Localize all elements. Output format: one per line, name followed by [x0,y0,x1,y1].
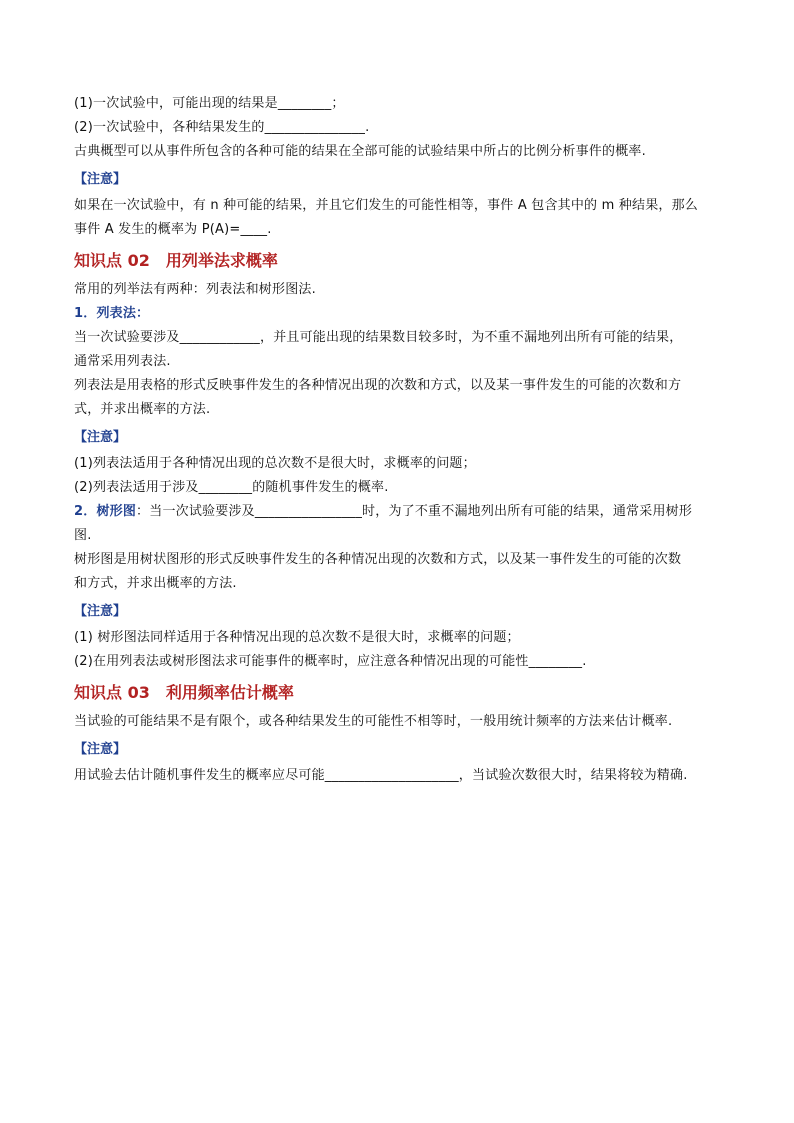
note-label-2: 【注意】 [74,430,127,445]
line-2: (2)一次试验中，各种结果发生的_______________. [74,120,370,135]
subheading-tree-diagram: 2．树形图 [74,504,137,519]
note-label-1: 【注意】 [74,172,127,187]
line-6: 常用的列举法有两种：列表法和树形图法. [74,282,316,297]
document-page [74,92,724,788]
line-1: (1)一次试验中，可能出现的结果是________； [74,96,345,111]
line-5: 事件 A 发生的概率为 P(A)=____. [74,222,272,237]
line-9: 列表法是用表格的形式反映事件发生的各种情况出现的次数和方式，以及某一事件发生的可能的次数和方 [74,378,682,393]
line-3: 古典概型可以从事件所包含的各种可能的结果在全部可能的试验结果中所占的比例分析事件的概率. [74,144,646,159]
line-10: 式，并求出概率的方法. [74,402,211,417]
line-11: (1)列表法适用于各种情况出现的总次数不是很大时，求概率的问题； [74,456,476,471]
line-13 [74,500,724,524]
section-heading-02: 知识点 02 用列举法求概率 [74,251,278,270]
line-20: 用试验去估计随机事件发生的概率应尽可能____________________，当试验次数很大时，结果将较为精确. [74,768,688,783]
line-7: 当一次试验要涉及____________，并且可能出现的结果数目较多时，为不重不漏地列出所有可能的结果， [74,330,683,345]
line-4: 如果在一次试验中，有 n 种可能的结果，并且它们发生的可能性相等，事件 A 包含其中的 m 种结果，那么 [74,198,698,213]
line-15: 树形图是用树状图形的形式反映事件发生的各种情况出现的次数和方式，以及某一事件发生的可能的次数 [74,552,682,567]
note-label-4: 【注意】 [74,742,127,757]
line-13-text: ：当一次试验要涉及________________时，为了不重不漏地列出所有可能的结果，通常采用树形 [136,504,693,519]
note-label-3: 【注意】 [74,604,127,619]
line-12: (2)列表法适用于涉及________的随机事件发生的概率. [74,480,389,495]
line-16: 和方式，并求出概率的方法. [74,576,237,591]
line-18: (2)在用列表法或树形图法求可能事件的概率时，应注意各种情况出现的可能性________. [74,654,587,669]
line-8: 通常采用列表法. [74,354,171,369]
line-14: 图. [74,528,92,543]
line-19: 当试验的可能结果不是有限个，或各种结果发生的可能性不相等时，一般用统计频率的方法来估计概率. [74,714,673,729]
subheading-list-method: 1．列表法： [74,306,150,321]
section-heading-03: 知识点 03 利用频率估计概率 [74,683,294,702]
line-17: (1) 树形图法同样适用于各种情况出现的总次数不是很大时，求概率的问题； [74,630,520,645]
